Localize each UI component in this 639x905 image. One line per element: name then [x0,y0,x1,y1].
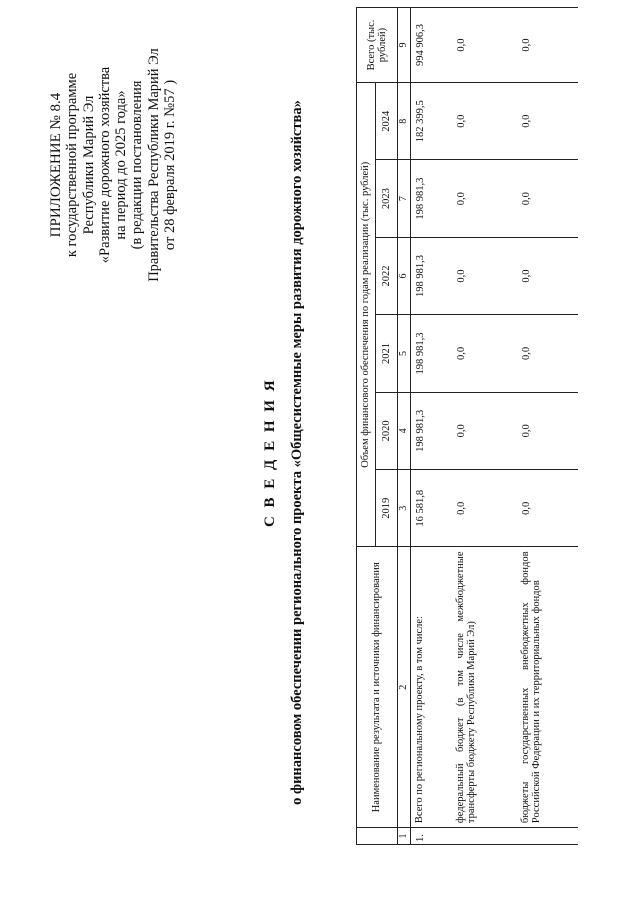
row-name: Всего по региональному проекту, в том числе: [410,547,452,828]
row-value: 0,0 [517,315,578,392]
appendix-line: на период до 2025 года» [113,90,130,240]
row-value: 0,0 [452,83,517,160]
appendix-line: Правительства Республики Марий Эл [145,48,162,282]
row-total: 0,0 [517,8,578,83]
row-value: 16 581,8 [410,470,452,547]
header-year: 2019 [376,470,398,547]
column-number: 7 [398,160,411,237]
row-value: 198 981,3 [410,160,452,237]
row-value: 0,0 [452,315,517,392]
table-row [517,8,578,845]
header-year: 2024 [376,83,398,160]
row-value: 0,0 [517,392,578,469]
row-value: 0,0 [517,237,578,314]
appendix-line: Республики Марий Эл [80,95,97,235]
row-value: 182 399,5 [410,83,452,160]
row-value: 0,0 [517,470,578,547]
row-index [517,828,578,845]
row-value: 0,0 [517,83,578,160]
row-index: 1. [410,828,452,845]
appendix-title: ПРИЛОЖЕНИЕ № 8.4 [48,92,64,238]
row-total: 994 906,3 [410,8,452,83]
row-value: 198 981,3 [410,392,452,469]
header-name: Наименование результата и источники финансирования [357,547,398,828]
document-subtitle: о финансовом обеспечении регионального проекта «Общесистемные меры развития дорожного хозяйства» [289,100,305,805]
row-name: бюджеты государственных внебюджетных фондов Российской Федерации и их территориальных фондов [517,547,578,828]
document-heading [262,0,306,905]
row-value: 0,0 [452,470,517,547]
row-value: 0,0 [452,237,517,314]
header-index [357,828,398,845]
row-value: 0,0 [452,392,517,469]
header-year: 2022 [376,237,398,314]
column-number: 5 [398,315,411,392]
row-index [452,828,517,845]
header-total: Всего (тыс. рублей) [357,8,398,83]
row-value: 0,0 [452,160,517,237]
appendix-line: «Развитие дорожного хозяйства [96,66,113,264]
header-year: 2023 [376,160,398,237]
row-total: 0,0 [452,8,517,83]
appendix-line: к государственной программе [64,72,81,258]
row-name: федеральный бюджет (в том числе межбюджетные трансферты бюджету Республики Марий Эл) [452,547,517,828]
row-value: 198 981,3 [410,315,452,392]
column-number: 6 [398,237,411,314]
header-year: 2020 [376,392,398,469]
appendix-block [48,35,178,295]
column-number: 2 [398,547,411,828]
column-number: 8 [398,83,411,160]
table-row [452,8,517,845]
appendix-line: (в редакции постановления [129,80,146,250]
column-number: 1 [398,828,411,845]
document-title: С В Е Д Е Н И Я [262,377,278,528]
header-years-group: Объем финансового обеспечения по годам реализации (тыс. рублей) [357,83,376,547]
row-value: 198 981,3 [410,237,452,314]
table-row [410,8,452,845]
column-number: 4 [398,392,411,469]
column-number: 3 [398,470,411,547]
column-number: 9 [398,8,411,83]
appendix-line: от 28 февраля 2019 г. №57 ) [162,79,179,251]
row-value: 0,0 [517,160,578,237]
header-year: 2021 [376,315,398,392]
financing-table [356,7,578,845]
